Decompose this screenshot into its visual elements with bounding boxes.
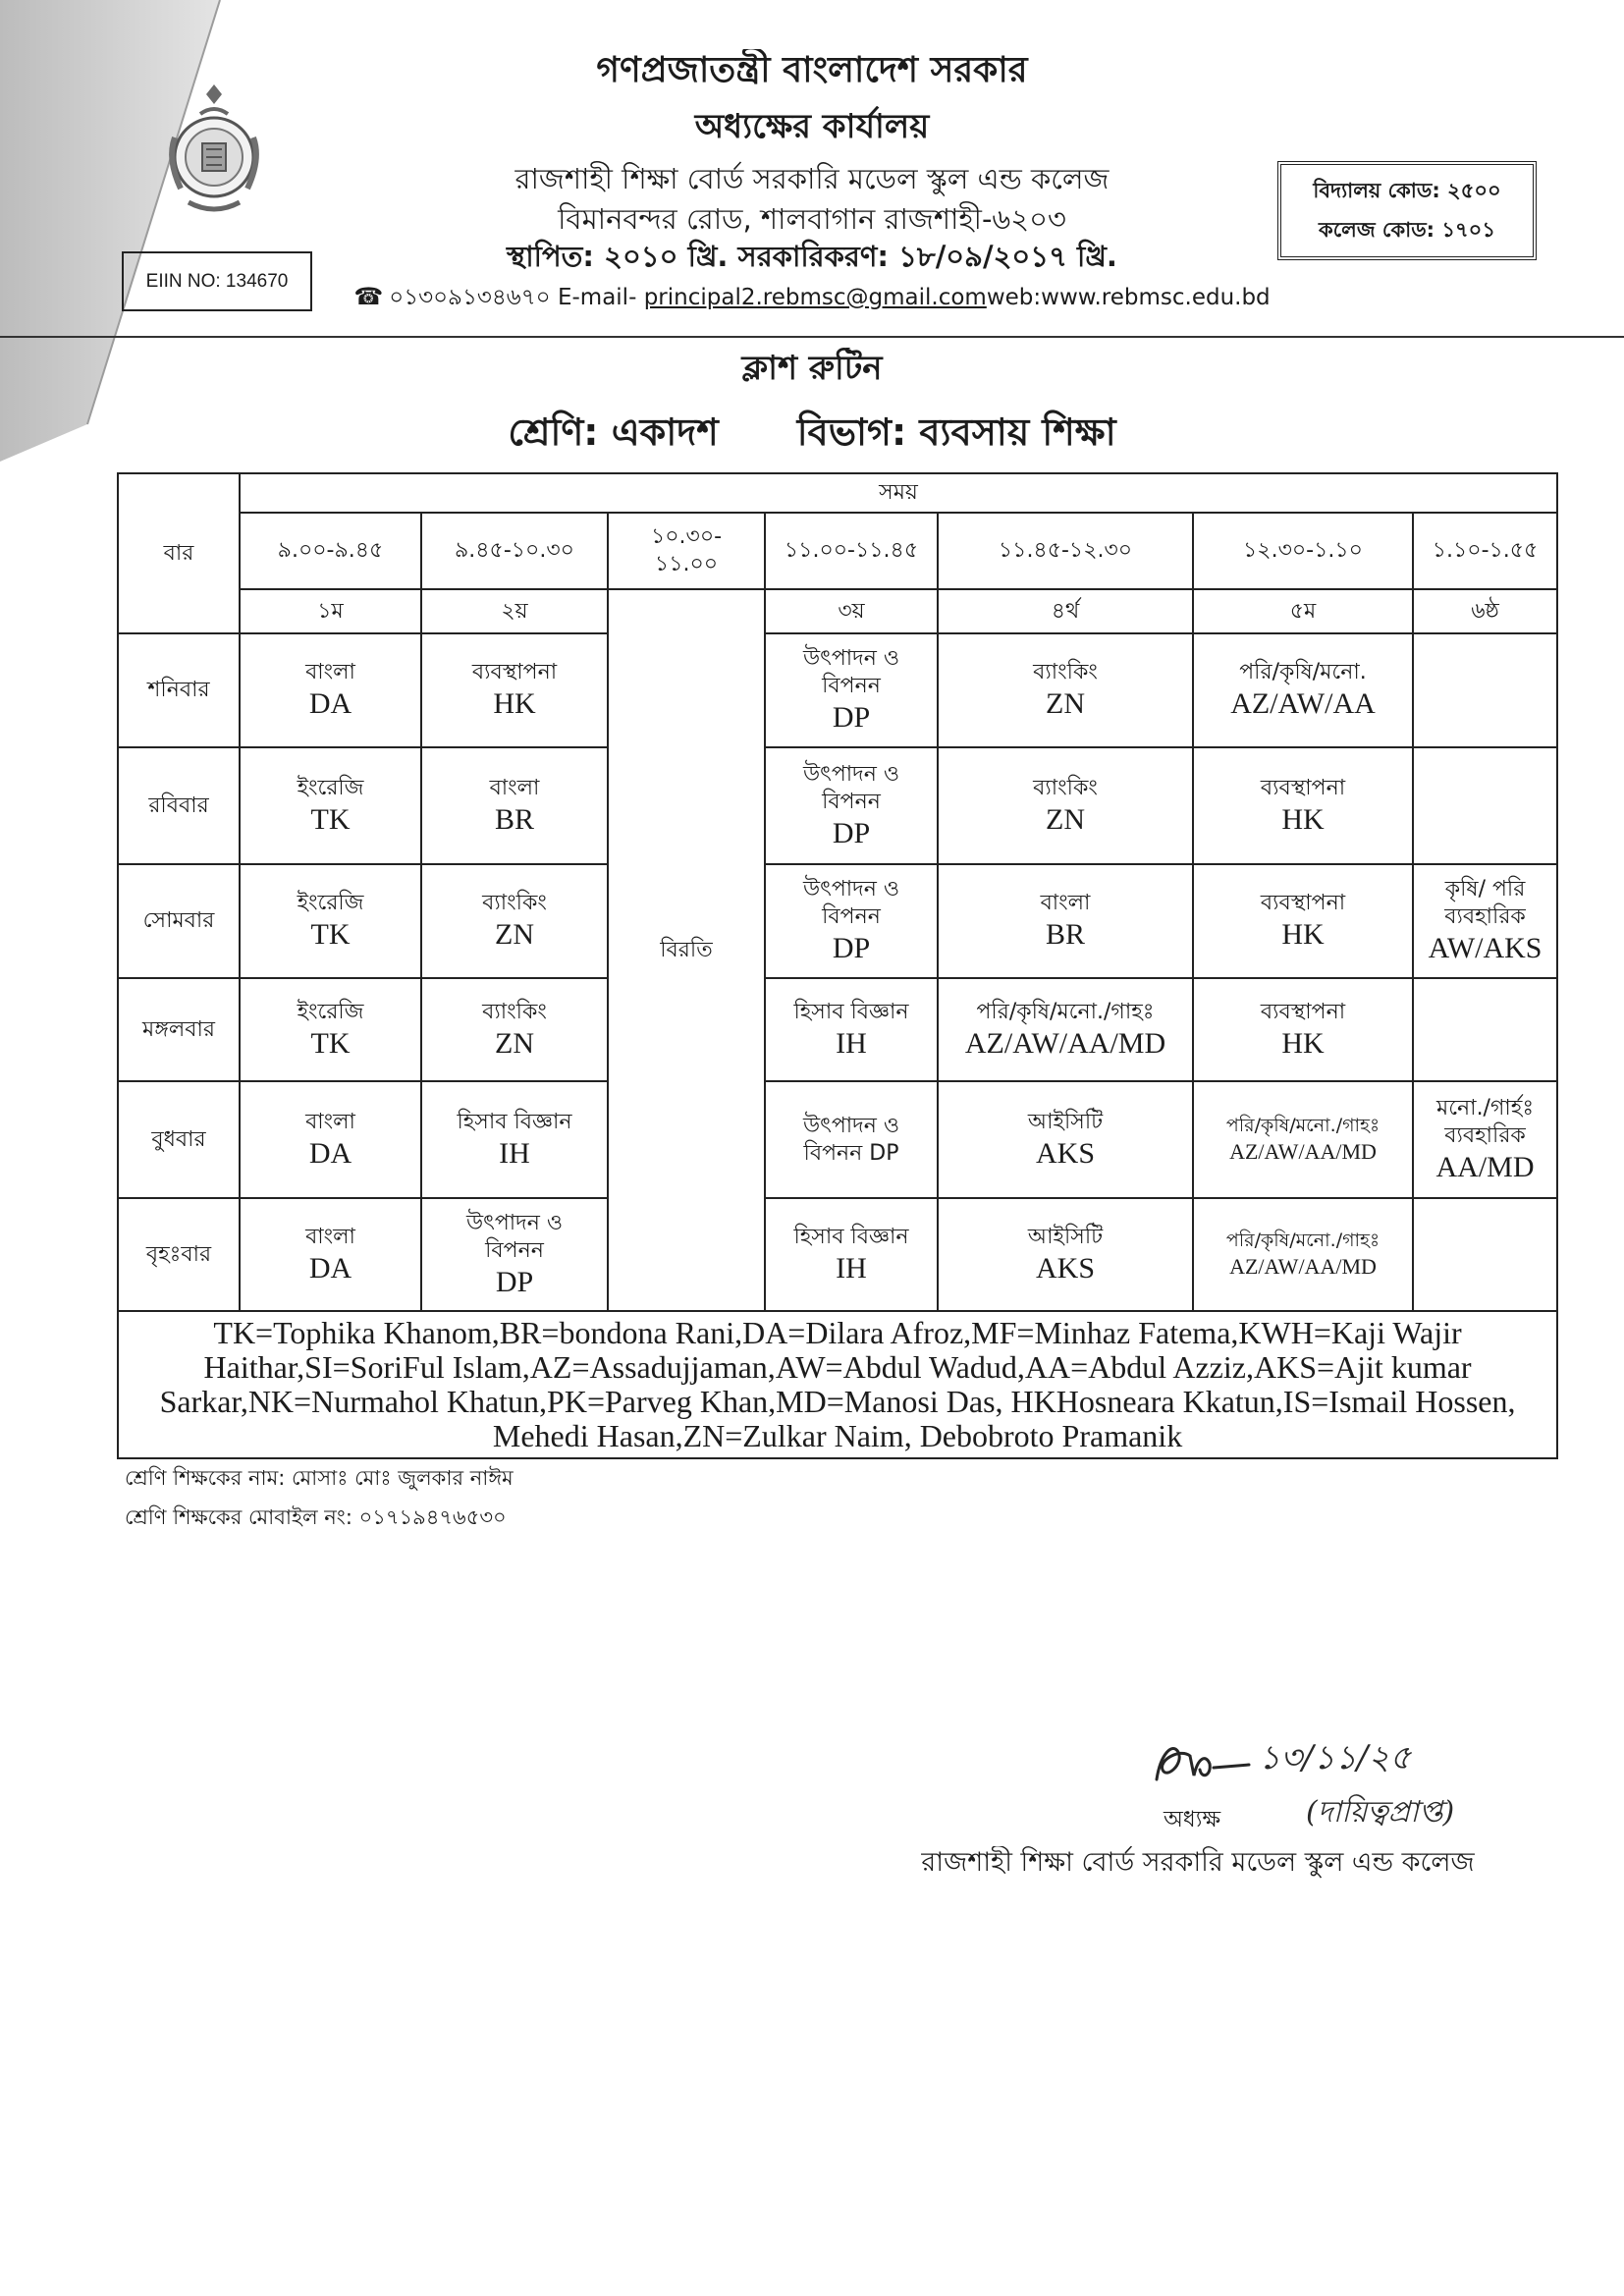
routine-cell xyxy=(240,978,421,1081)
subject-name: উৎপাদন ও বিপনন xyxy=(802,646,900,698)
teacher-code: AW/AKS xyxy=(1428,932,1543,964)
school-name: রাজশাহী শিক্ষা বোর্ড সরকারি মডেল স্কুল এন্ড কলেজ xyxy=(514,162,1110,195)
routine-row xyxy=(118,978,1557,1081)
signature-scribble xyxy=(1151,1734,1253,1797)
subject-name: ব্যাংকিং xyxy=(482,999,547,1024)
subject-name: পরি/কৃষি/মনো./গাহঃ xyxy=(976,999,1155,1024)
routine-cell xyxy=(1413,1081,1557,1198)
subject-name: ব্যবস্থাপনা xyxy=(1260,891,1346,915)
break-time-slot: ১০.৩০- ১১.০০ xyxy=(608,513,765,589)
office-heading: অধ্যক্ষের কার্যালয় xyxy=(694,107,930,146)
class-teacher-name: শ্রেণি শিক্ষকের নাম: মোসাঃ মোঃ জুলকার নাঈম xyxy=(125,1466,514,1490)
time-slot: ৯.০০-৯.৪৫ xyxy=(240,513,421,589)
teacher-code: DA xyxy=(308,1136,352,1170)
teacher-code: DP xyxy=(832,816,871,849)
routine-cell xyxy=(938,864,1193,978)
teacher-legend xyxy=(118,1311,1557,1458)
routine-cell xyxy=(1193,633,1413,747)
teacher-code: TK xyxy=(310,802,351,836)
subject-name: উৎপাদন ও বিপনন xyxy=(465,1210,564,1263)
signatory-title: অধ্যক্ষ xyxy=(1164,1807,1221,1832)
subject-name: বাংলা xyxy=(305,1109,355,1134)
teacher-code: TK xyxy=(310,918,351,951)
teacher-code: BR xyxy=(1045,918,1086,951)
teacher-code: ZN xyxy=(1046,687,1085,720)
school-logo xyxy=(163,81,265,218)
signatory-institution: রাজশাহী শিক্ষা বোর্ড সরকারি মডেল স্কুল এন্ড কলেজ xyxy=(921,1847,1475,1878)
routine-cell xyxy=(1413,864,1557,978)
routine-cell xyxy=(1193,1081,1413,1198)
teacher-code: AA/MD xyxy=(1435,1150,1535,1183)
time-slot: ১১.৪৫-১২.৩০ xyxy=(938,513,1193,589)
subject-name: আইসিটি xyxy=(1027,1224,1104,1249)
legend-line: Sarkar,NK=Nurmahol Khatun,PK=Parveg Khan,MD=Manosi Das, HKHosneara Kkatun,IS=Ismail Hossen, xyxy=(159,1385,1516,1419)
legend-line: TK=Tophika Khanom,BR=bondona Rani,DA=Dilara Afroz,MF=Minhaz Fatema,KWH=Kaji Wajir xyxy=(213,1316,1462,1350)
period-label: ৫ম xyxy=(1193,589,1413,633)
routine-row xyxy=(118,633,1557,747)
routine-cell xyxy=(421,1198,608,1311)
teacher-code: ZN xyxy=(495,1026,534,1060)
routine-cell xyxy=(938,1198,1193,1311)
government-heading: গণপ্রজাতন্ত্রী বাংলাদেশ সরকার xyxy=(596,50,1028,90)
time-slot: ৯.৪৫-১০.৩০ xyxy=(421,513,608,589)
subject-name: বাংলা xyxy=(305,660,355,684)
teacher-code: HK xyxy=(1281,802,1325,836)
routine-cell xyxy=(421,864,608,978)
teacher-code: ZN xyxy=(495,918,534,951)
eiin-box: EIIN NO: 134670 xyxy=(122,251,312,311)
routine-cell xyxy=(240,864,421,978)
routine-cell xyxy=(421,633,608,747)
routine-cell-empty xyxy=(1413,1198,1557,1311)
routine-cell xyxy=(765,978,938,1081)
routine-cell xyxy=(765,747,938,864)
department-label: বিভাগ: ব্যবসায় শিক্ষা xyxy=(796,410,1116,454)
subject-name: কৃষি/ পরি ব্যবহারিক xyxy=(1444,877,1526,929)
routine-cell xyxy=(1193,1198,1413,1311)
class-routine-table xyxy=(117,472,1558,1459)
routine-row xyxy=(118,747,1557,864)
established-info: স্থাপিত: ২০১০ খ্রি. সরকারিকরণ: ১৮/০৯/২০১৭ খ্রি. xyxy=(507,240,1117,273)
routine-cell xyxy=(1193,978,1413,1081)
day-label: মঙ্গলবার xyxy=(118,978,240,1081)
subject-name: বাংলা xyxy=(489,775,540,800)
routine-cell xyxy=(240,1198,421,1311)
teacher-code: DP xyxy=(832,932,871,964)
day-label: শনিবার xyxy=(118,633,240,747)
time-slot: ১.১০-১.৫৫ xyxy=(1413,513,1557,589)
day-column-header: বার xyxy=(118,473,240,633)
subject-name: উৎপাদন ও বিপনন xyxy=(802,761,900,814)
routine-cell xyxy=(1193,747,1413,864)
routine-cell-empty xyxy=(1413,978,1557,1081)
routine-cell xyxy=(938,747,1193,864)
subject-name: হিসাব বিজ্ঞান xyxy=(457,1109,572,1134)
subject-name: ব্যাংকিং xyxy=(1033,775,1098,800)
teacher-code: AZ/AW/AA/MD xyxy=(964,1026,1166,1060)
subject-name: ব্যবস্থাপনা xyxy=(471,660,558,684)
teacher-code: IH xyxy=(499,1136,530,1170)
break-cell xyxy=(608,589,765,1311)
routine-cell xyxy=(938,978,1193,1081)
day-label: রবিবার xyxy=(118,747,240,864)
routine-cell xyxy=(938,633,1193,747)
page-title: ক্লাশ রুটিন xyxy=(741,349,883,388)
email-address: principal2.rebmsc@gmail.com xyxy=(643,285,987,310)
teacher-code: DA xyxy=(308,1251,352,1285)
subject-name: আইসিটি xyxy=(1027,1109,1104,1134)
time-header: সময় xyxy=(240,473,1557,513)
subject-name: মনো./গার্হঃ ব্যবহারিক xyxy=(1436,1095,1535,1148)
period-label: ৩য় xyxy=(765,589,938,633)
period-label: ৬ষ্ঠ xyxy=(1413,589,1557,633)
subject-name: ব্যবস্থাপনা xyxy=(1260,775,1346,800)
subject-name: ব্যবস্থাপনা xyxy=(1260,999,1346,1024)
routine-cell xyxy=(938,1081,1193,1198)
teacher-code: AZ/AW/AA/MD xyxy=(1229,1254,1377,1279)
subject-name: বাংলা xyxy=(1040,891,1091,915)
legend-line: Haithar,SI=SoriFul Islam,AZ=Assadujjaman,AW=Abdul Wadud,AA=Abdul Azziz,AKS=Ajit kumar xyxy=(203,1350,1472,1385)
teacher-code: TK xyxy=(310,1026,351,1060)
phone-icon: ☎ xyxy=(353,283,384,310)
routine-cell xyxy=(421,978,608,1081)
routine-cell xyxy=(1193,864,1413,978)
legend-line: Mehedi Hasan,ZN=Zulkar Naim, Debobroto Pramanik xyxy=(492,1419,1183,1453)
period-label: ২য় xyxy=(421,589,608,633)
routine-row xyxy=(118,1198,1557,1311)
subject-name: ইংরেজি xyxy=(297,999,364,1024)
period-label: ১ম xyxy=(240,589,421,633)
subject-name: হিসাব বিজ্ঞান xyxy=(793,1224,909,1249)
school-address: বিমানবন্দর রোড, শালবাগান রাজশাহী-৬২০৩ xyxy=(558,202,1066,236)
period-label: ৪র্থ xyxy=(938,589,1193,633)
subject-name: ইংরেজি xyxy=(297,775,364,800)
routine-cell xyxy=(421,747,608,864)
email-label: E-mail- xyxy=(557,285,637,310)
header-divider xyxy=(0,336,1624,338)
subject-name: পরি/কৃষি/মনো./গাহঃ xyxy=(1225,1230,1380,1251)
teacher-code: AZ/AW/AA/MD xyxy=(1229,1139,1377,1164)
day-label: বৃহঃবার xyxy=(118,1198,240,1311)
class-label: শ্রেণি: একাদশ xyxy=(508,410,719,454)
day-label: বুধবার xyxy=(118,1081,240,1198)
routine-cell xyxy=(765,1198,938,1311)
institution-codes-box xyxy=(1277,161,1537,260)
routine-cell xyxy=(421,1081,608,1198)
teacher-code: IH xyxy=(836,1251,867,1285)
subject-name: হিসাব বিজ্ঞান xyxy=(793,999,909,1024)
teacher-code: HK xyxy=(493,687,536,720)
class-info xyxy=(0,409,1624,456)
teacher-code: DP xyxy=(495,1265,534,1298)
signatory-note: (দায়িত্বপ্রাপ্ত) xyxy=(1306,1795,1455,1830)
subject-name: ব্যাংকিং xyxy=(482,891,547,915)
routine-cell xyxy=(240,1081,421,1198)
signature-date: ১৩/১১/২৫ xyxy=(1259,1738,1412,1777)
routine-cell xyxy=(240,747,421,864)
subject-name: পরি/কৃষি/মনো./গাহঃ xyxy=(1225,1115,1380,1136)
website: web:www.rebmsc.edu.bd xyxy=(986,285,1271,310)
time-slot: ১১.০০-১১.৪৫ xyxy=(765,513,938,589)
school-code: বিদ্যালয় কোড: ২৫০০ xyxy=(1313,179,1501,202)
routine-cell xyxy=(765,633,938,747)
routine-cell-empty xyxy=(1413,747,1557,864)
routine-cell-empty xyxy=(1413,633,1557,747)
teacher-code: HK xyxy=(1281,918,1325,951)
subject-name: উৎপাদন ও বিপনন xyxy=(802,877,900,929)
routine-cell xyxy=(240,633,421,747)
time-slot: ১২.৩০-১.১০ xyxy=(1193,513,1413,589)
teacher-code: HK xyxy=(1281,1026,1325,1060)
subject-name: ব্যাংকিং xyxy=(1033,660,1098,684)
teacher-code: AKS xyxy=(1035,1136,1095,1170)
routine-row xyxy=(118,1081,1557,1198)
teacher-code: DP xyxy=(832,701,871,734)
college-code: কলেজ কোড: ১৭০১ xyxy=(1319,218,1495,242)
subject-name: ইংরেজি xyxy=(297,891,364,915)
day-label: সোমবার xyxy=(118,864,240,978)
phone-number: ০১৩০৯১৩৪৬৭০ xyxy=(389,285,551,310)
teacher-code: AKS xyxy=(1035,1251,1095,1285)
subject-name: উৎপাদন ও বিপনন DP xyxy=(802,1113,900,1166)
subject-name: পরি/কৃষি/মনো. xyxy=(1239,660,1367,684)
routine-row xyxy=(118,864,1557,978)
subject-name: বাংলা xyxy=(305,1224,355,1249)
teacher-code: BR xyxy=(494,802,535,836)
teacher-code: ZN xyxy=(1046,802,1085,836)
class-teacher-mobile: শ্রেণি শিক্ষকের মোবাইল নং: ০১৭১৯৪৭৬৫৩০ xyxy=(125,1505,507,1529)
teacher-code: DA xyxy=(308,687,352,720)
teacher-code: IH xyxy=(836,1026,867,1060)
routine-cell xyxy=(765,1081,938,1198)
break-label: বিরতি xyxy=(660,937,713,962)
routine-cell xyxy=(765,864,938,978)
teacher-code: AZ/AW/AA xyxy=(1230,687,1376,720)
